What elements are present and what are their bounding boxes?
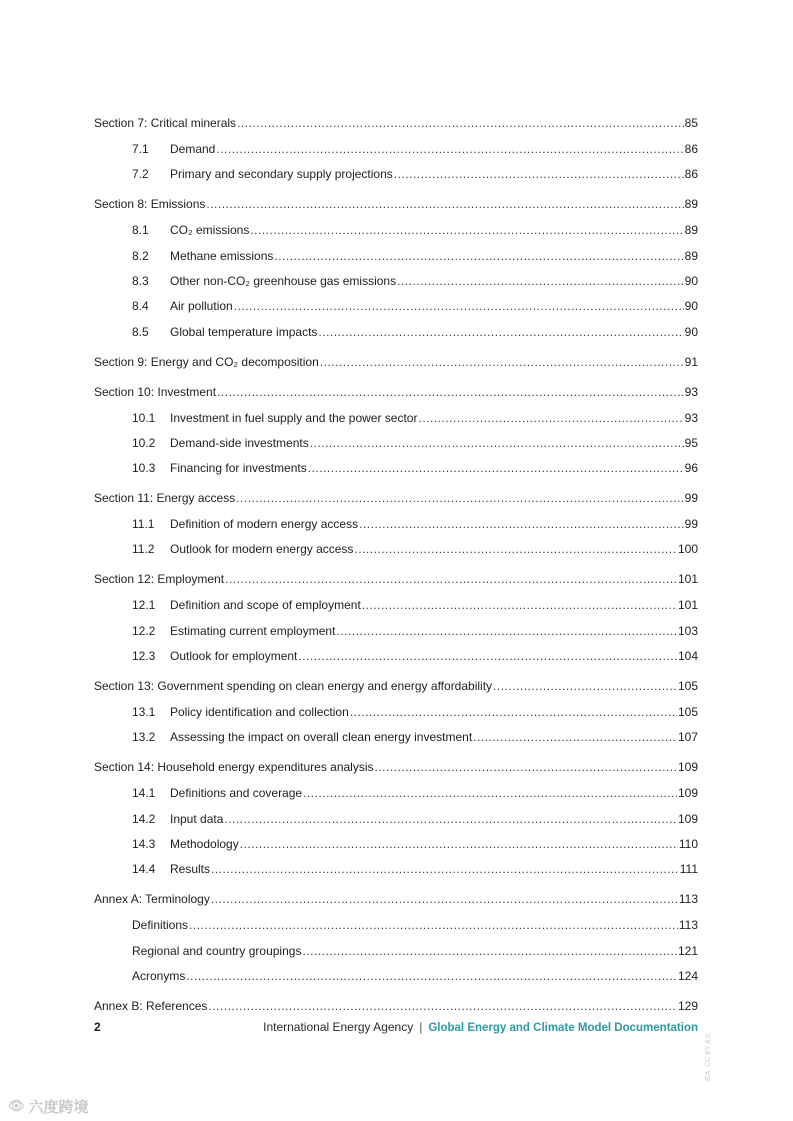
toc-page-number: 96: [684, 461, 698, 476]
toc-dot-leader: [375, 760, 677, 774]
toc-entry-title: Annex A: Terminology: [94, 892, 210, 907]
toc-page-number: 91: [684, 354, 698, 369]
toc-dot-leader: [354, 542, 677, 556]
toc-page-number: 100: [677, 542, 698, 557]
toc-dot-leader: [211, 862, 679, 876]
toc-subsection-entry[interactable]: [94, 325, 698, 339]
toc-entry-title: Investment in fuel supply and the power sector: [170, 410, 418, 425]
toc-page-number: 113: [678, 918, 698, 933]
toc-entry-title: Annex B: References: [94, 998, 208, 1013]
toc-section-entry[interactable]: [94, 892, 698, 906]
toc-dot-leader: [308, 461, 684, 475]
toc-entry-number: 7.1: [132, 142, 149, 156]
toc-entry-title: Definition of modern energy access: [170, 517, 359, 532]
toc-entry-number: 11.2: [132, 542, 155, 557]
watermark: [8, 1094, 89, 1118]
toc-subsection-entry[interactable]: [94, 299, 698, 313]
toc-entry-title: Acronyms: [132, 968, 186, 983]
toc-entry-title: Definition and scope of employment: [170, 598, 361, 613]
toc-page-number: 86: [684, 142, 698, 156]
toc-page-number: 90: [684, 324, 698, 339]
toc-page-number: 99: [684, 517, 698, 532]
toc-entry-number: 10.2: [132, 435, 156, 450]
toc-section-entry[interactable]: [94, 385, 698, 399]
toc-subsection-entry[interactable]: [94, 969, 698, 983]
toc-page-number: 89: [684, 223, 698, 238]
toc-entry-number: 10.1: [132, 410, 156, 425]
toc-entry-title: Assessing the impact on overall clean energy investment: [170, 730, 473, 745]
toc-dot-leader: [302, 944, 677, 958]
toc-dot-leader: [320, 355, 684, 369]
toc-entry-number: 13.2: [132, 730, 156, 745]
toc-section-entry[interactable]: [94, 572, 698, 586]
toc-entry-title: Outlook for modern energy access: [170, 542, 354, 557]
toc-entry-title: Section 10: Investment: [94, 384, 217, 399]
toc-dot-leader: [310, 436, 684, 450]
toc-section-entry[interactable]: [94, 999, 698, 1013]
toc-section-entry[interactable]: [94, 491, 698, 505]
toc-page-number: 85: [684, 116, 698, 130]
toc-section-entry[interactable]: [94, 197, 698, 211]
toc-dot-leader: [250, 223, 683, 237]
toc-entry-title: Section 12: Employment: [94, 572, 225, 587]
toc-dot-leader: [493, 679, 677, 693]
toc-page-number: 90: [684, 299, 698, 314]
toc-page-number: 89: [684, 248, 698, 263]
toc-entry-number: 7.2: [132, 167, 149, 182]
toc-dot-leader: [186, 969, 677, 983]
watermark-text: 六度跨境: [28, 1098, 89, 1116]
toc-dot-leader: [217, 385, 684, 399]
toc-entry-title: Outlook for employment: [170, 649, 298, 663]
toc-page-number: 109: [677, 786, 698, 801]
toc-subsection-entry[interactable]: [94, 411, 698, 425]
toc-entry-number: 8.3: [132, 273, 149, 288]
toc-entry-title: Global temperature impacts: [170, 324, 318, 339]
toc-page-number: 93: [684, 410, 698, 425]
toc-entry-number: 14.2: [132, 811, 156, 826]
organization-name: International Energy Agency: [263, 1020, 414, 1034]
toc-page-number: 107: [677, 730, 698, 745]
toc-entry-number: 8.2: [132, 248, 149, 263]
page-footer: [94, 1020, 698, 1036]
toc-subsection-entry[interactable]: [94, 624, 698, 638]
toc-section-entry[interactable]: [94, 116, 698, 130]
toc-dot-leader: [216, 142, 683, 156]
toc-entry-number: 12.3: [132, 649, 156, 663]
toc-dot-leader: [236, 491, 683, 505]
toc-entry-title: Results: [170, 862, 211, 877]
toc-dot-leader: [303, 786, 677, 800]
toc-entry-number: 10.3: [132, 461, 156, 476]
toc-page-number: 110: [678, 836, 698, 851]
toc-subsection-entry[interactable]: [94, 461, 698, 475]
toc-subsection-entry[interactable]: [94, 223, 698, 237]
toc-subsection-entry[interactable]: [94, 705, 698, 719]
toc-entry-number: 8.1: [132, 223, 149, 238]
footer-credit: [263, 1020, 698, 1034]
toc-page-number: 95: [684, 435, 698, 450]
toc-subsection-entry[interactable]: [94, 649, 698, 663]
toc-subsection-entry[interactable]: [94, 730, 698, 744]
toc-dot-leader: [274, 249, 683, 263]
toc-dot-leader: [397, 274, 684, 288]
toc-page-number: 99: [684, 491, 698, 506]
toc-dot-leader: [362, 598, 677, 612]
toc-subsection-entry[interactable]: [94, 436, 698, 450]
toc-page-number: 109: [677, 811, 698, 826]
toc-entry-number: 13.1: [132, 705, 156, 719]
toc-page-number: 105: [677, 679, 698, 693]
toc-page-number: 86: [684, 167, 698, 182]
toc-dot-leader: [237, 116, 684, 130]
toc-subsection-entry[interactable]: [94, 918, 698, 932]
toc-page-number: 101: [677, 572, 698, 587]
toc-page-number: 104: [677, 649, 698, 663]
toc-dot-leader: [211, 892, 678, 906]
toc-entry-title: Section 7: Critical minerals: [94, 116, 237, 130]
toc-entry-title: Air pollution: [170, 299, 233, 314]
toc-entry-title: Other non-CO₂ greenhouse gas emissions: [170, 273, 397, 288]
toc-dot-leader: [318, 325, 683, 339]
page-number: 2: [94, 1020, 101, 1034]
toc-page-number: 129: [677, 998, 698, 1013]
toc-entry-number: 12.2: [132, 623, 156, 638]
license-notice: IEA. CC BY 4.0.: [705, 1031, 712, 1082]
toc-entry-title: Section 14: Household energy expenditures analysis: [94, 760, 374, 775]
toc-entry-title: Methodology: [170, 836, 239, 851]
toc-page-number: 103: [677, 623, 698, 638]
toc-subsection-entry[interactable]: [94, 542, 698, 556]
toc-entry-number: 8.5: [132, 324, 149, 339]
toc-page-number: 89: [684, 197, 698, 212]
toc-page-number: 109: [677, 760, 698, 775]
toc-entry-title: Definitions: [132, 918, 189, 933]
toc-section-entry[interactable]: [94, 355, 698, 369]
toc-entry-title: Demand: [170, 142, 216, 156]
toc-dot-leader: [473, 730, 677, 744]
watermark-logo-icon: 👁: [8, 1098, 25, 1113]
toc-dot-leader: [225, 572, 677, 586]
toc-dot-leader: [336, 624, 677, 638]
toc-subsection-entry[interactable]: [94, 167, 698, 181]
toc-entry-title: Definitions and coverage: [170, 786, 303, 801]
toc-dot-leader: [350, 705, 677, 719]
toc-dot-leader: [234, 299, 684, 313]
toc-entry-title: Section 9: Energy and CO₂ decomposition: [94, 354, 319, 369]
toc-subsection-entry[interactable]: [94, 862, 698, 876]
toc-page-number: 124: [677, 968, 698, 983]
toc-dot-leader: [189, 918, 678, 932]
toc-subsection-entry[interactable]: [94, 944, 698, 958]
toc-entry-number: 14.3: [132, 836, 156, 851]
toc-dot-leader: [208, 999, 677, 1013]
toc-section-entry[interactable]: [94, 679, 698, 693]
toc-dot-leader: [298, 649, 677, 663]
toc-subsection-entry[interactable]: [94, 274, 698, 288]
toc-dot-leader: [224, 812, 677, 826]
toc-page-number: 93: [684, 384, 698, 399]
toc-entry-title: Regional and country groupings: [132, 943, 302, 958]
toc-page-number: 101: [677, 598, 698, 613]
toc-entry-title: Section 8: Emissions: [94, 197, 206, 212]
toc-subsection-entry[interactable]: [94, 142, 698, 156]
toc-entry-title: Section 13: Government spending on clean energy and energy affordability: [94, 679, 493, 693]
toc-subsection-entry[interactable]: [94, 517, 698, 531]
toc-entry-number: 8.4: [132, 299, 149, 314]
toc-section-entry[interactable]: [94, 760, 698, 774]
toc-dot-leader: [359, 517, 684, 531]
toc-entry-title: Section 11: Energy access: [94, 491, 236, 506]
toc-entry-title: CO₂ emissions: [170, 223, 250, 238]
toc-entry-title: Financing for investments: [170, 461, 307, 476]
toc-subsection-entry[interactable]: [94, 598, 698, 612]
toc-subsection-entry[interactable]: [94, 837, 698, 851]
toc-dot-leader: [206, 197, 683, 211]
toc-page-number: 105: [677, 705, 698, 719]
toc-entry-title: Primary and secondary supply projections: [170, 167, 393, 182]
toc-page-number: 90: [684, 273, 698, 288]
toc-dot-leader: [418, 411, 683, 425]
toc-entry-title: Estimating current employment: [170, 623, 336, 638]
toc-dot-leader: [240, 837, 678, 851]
toc-entry-title: Demand-side investments: [170, 435, 309, 450]
toc-entry-number: 11.1: [132, 517, 155, 532]
toc-page-number: 121: [677, 943, 698, 958]
toc-dot-leader: [394, 167, 684, 181]
toc-entry-title: Policy identification and collection: [170, 705, 349, 719]
toc-subsection-entry[interactable]: [94, 249, 698, 263]
toc-entry-number: 14.4: [132, 862, 156, 877]
toc-subsection-entry[interactable]: [94, 786, 698, 800]
document-title: Global Energy and Climate Model Documentation: [428, 1022, 698, 1034]
toc-page-number: 113: [678, 892, 698, 907]
footer-separator: |: [419, 1020, 423, 1034]
toc-page-number: 111: [679, 862, 698, 877]
toc-entry-title: Input data: [170, 811, 224, 826]
toc-subsection-entry[interactable]: [94, 812, 698, 826]
toc-entry-number: 14.1: [132, 786, 156, 801]
toc-entry-number: 12.1: [132, 598, 156, 613]
toc-entry-title: Methane emissions: [170, 248, 274, 263]
